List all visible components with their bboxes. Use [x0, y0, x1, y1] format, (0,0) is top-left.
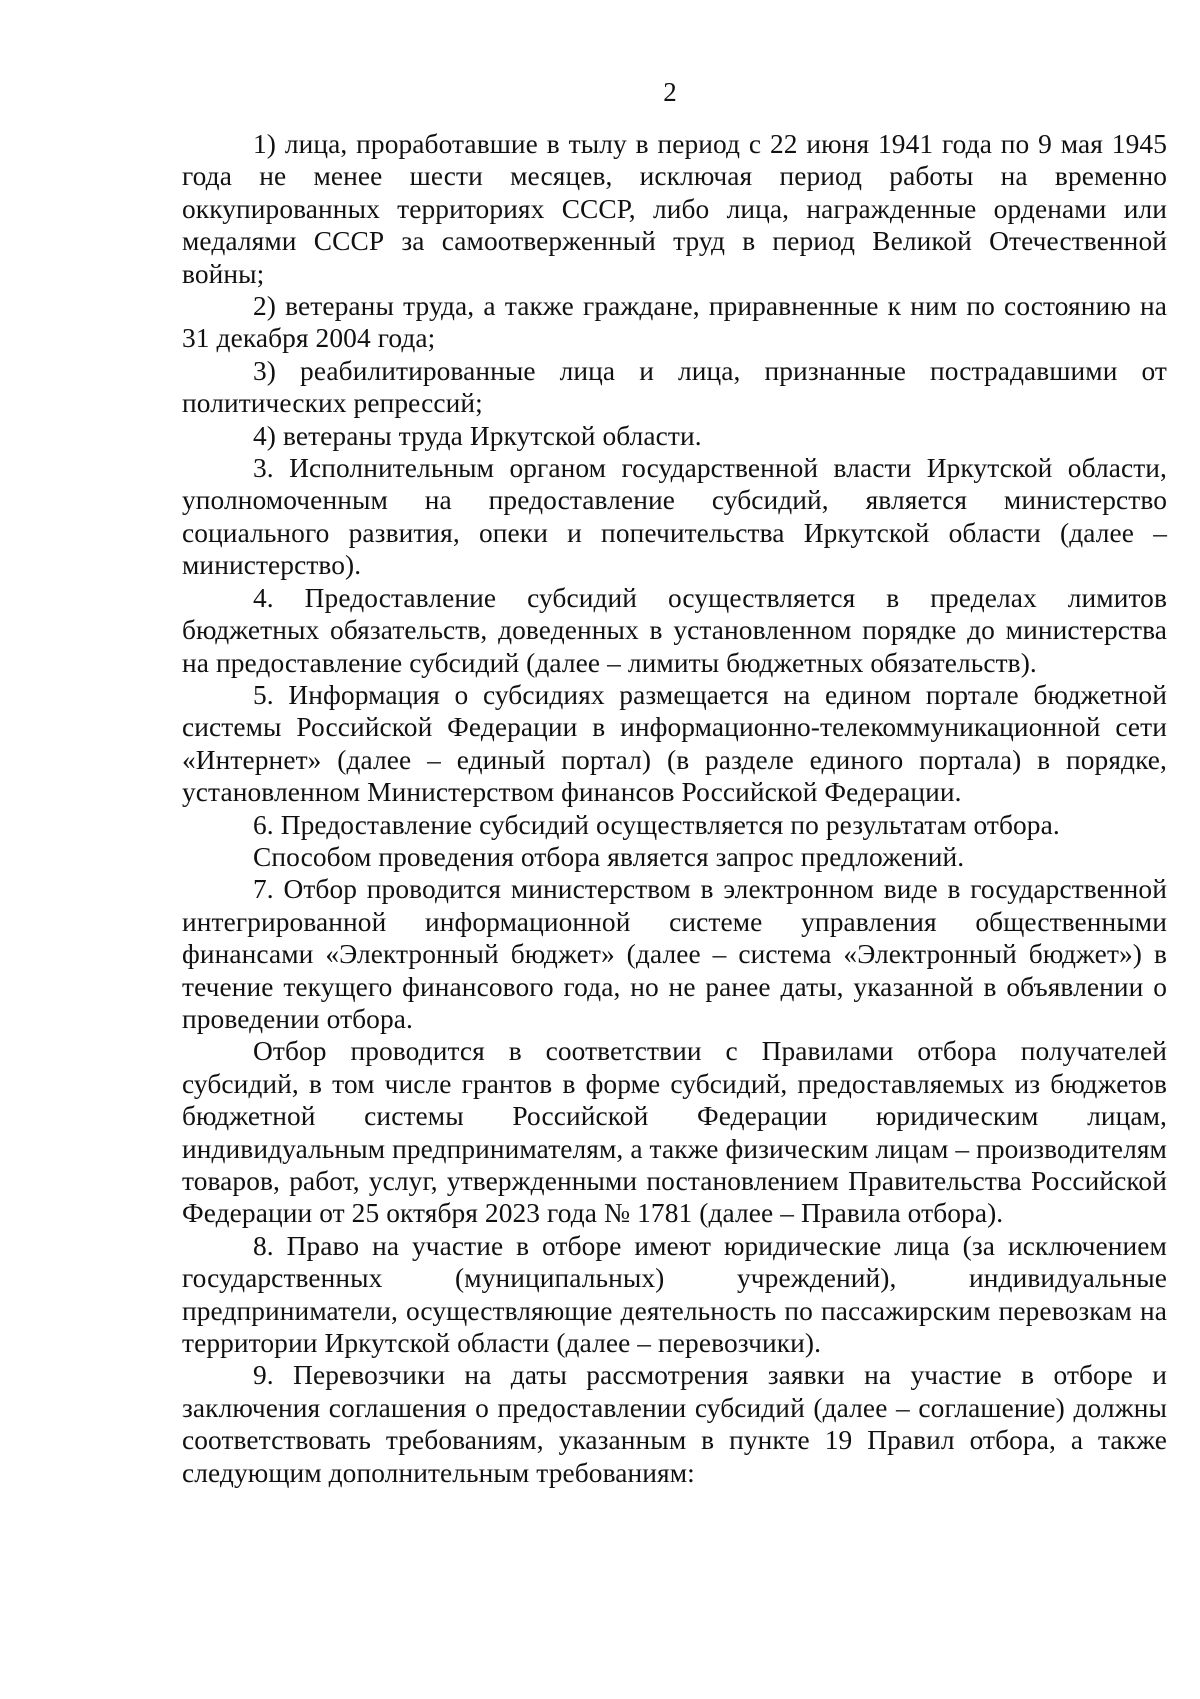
- document-body: [182, 128, 1167, 1489]
- paragraph-item-4: 4) ветераны труда Иркутской области.: [253, 420, 702, 451]
- paragraph-clause-4: 4. Предоставление субсидий осуществляется в пределах лимитов бюджетных обязательств, доведенных в установленном порядке до министерства на предоставление субсидий (далее – лимиты бюджетных обязательств).: [182, 582, 1167, 678]
- paragraph-clause-9: 9. Перевозчики на даты рассмотрения заявки на участие в отборе и заключения соглашения о предоставлении субсидий (далее – соглашение) должны соответствовать требованиям, указанным в пункте 19 Правил отбора, а также следующим дополнительным требованиям:: [182, 1360, 1167, 1488]
- paragraph-clause-6: 6. Предоставление субсидий осуществляется по результатам отбора.: [253, 809, 1060, 840]
- paragraph-clause-6-method: Способом проведения отбора является запрос предложений.: [253, 841, 965, 872]
- paragraph-item-2: 2) ветераны труда, а также граждане, приравненные к ним по состоянию на 31 декабря 2004 года;: [182, 291, 1167, 354]
- paragraph-item-3: 3) реабилитированные лица и лица, признанные пострадавшими от политических репрессий;: [182, 355, 1167, 419]
- paragraph-clause-5: 5. Информация о субсидиях размещается на едином портале бюджетной системы Российской Федерации в информационно-телекоммуникационной сети «Интернет» (далее – единый портал) (в разделе единого портала) в порядке, установленном Министерством финансов Российской Федерации.: [182, 679, 1167, 808]
- paragraph-clause-7: 7. Отбор проводится министерством в электронном виде в государственной интегрированной информационной системе управления общественными финансами «Электронный бюджет» (далее – система «Электронный бюджет») в течение текущего финансового года, но не ранее даты, указанной в объявлении о проведении отбора.: [182, 874, 1167, 1034]
- paragraph-clause-8: 8. Право на участие в отборе имеют юридические лица (за исключением государственных (муниципальных) учреждений), индивидуальные предприниматели, осуществляющие деятельность по пассажирским перевозкам на территории Иркутской области (далее – перевозчики).: [182, 1230, 1167, 1359]
- paragraph-clause-7-rules: Отбор проводится в соответствии с Правилами отбора получателей субсидий, в том числе грантов в форме субсидий, предоставляемых из бюджетов бюджетной системы Российской Федерации юридическим лицам, индивидуальным предпринимателям, а также физическим лицам – производителям товаров, работ, услуг, утвержденными постановлением Правительства Российской Федерации от 25 октября 2023 года № 1781 (далее – Правила отбора).: [182, 1036, 1167, 1229]
- paragraph-item-1: 1) лица, проработавшие в тылу в период с 22 июня 1941 года по 9 мая 1945 года не менее шести месяцев, исключая период работы на временно оккупированных территориях СССР, либо лица, награжденные орденами или медалями СССР за самоотверженный труд в период Великой Отечественной войны;: [182, 129, 1167, 289]
- page-number: 2: [663, 77, 677, 107]
- paragraph-clause-3: 3. Исполнительным органом государственной власти Иркутской области, уполномоченным на предоставление субсидий, является министерство социального развития, опеки и попечительства Иркутской области (далее – министерство).: [182, 453, 1167, 581]
